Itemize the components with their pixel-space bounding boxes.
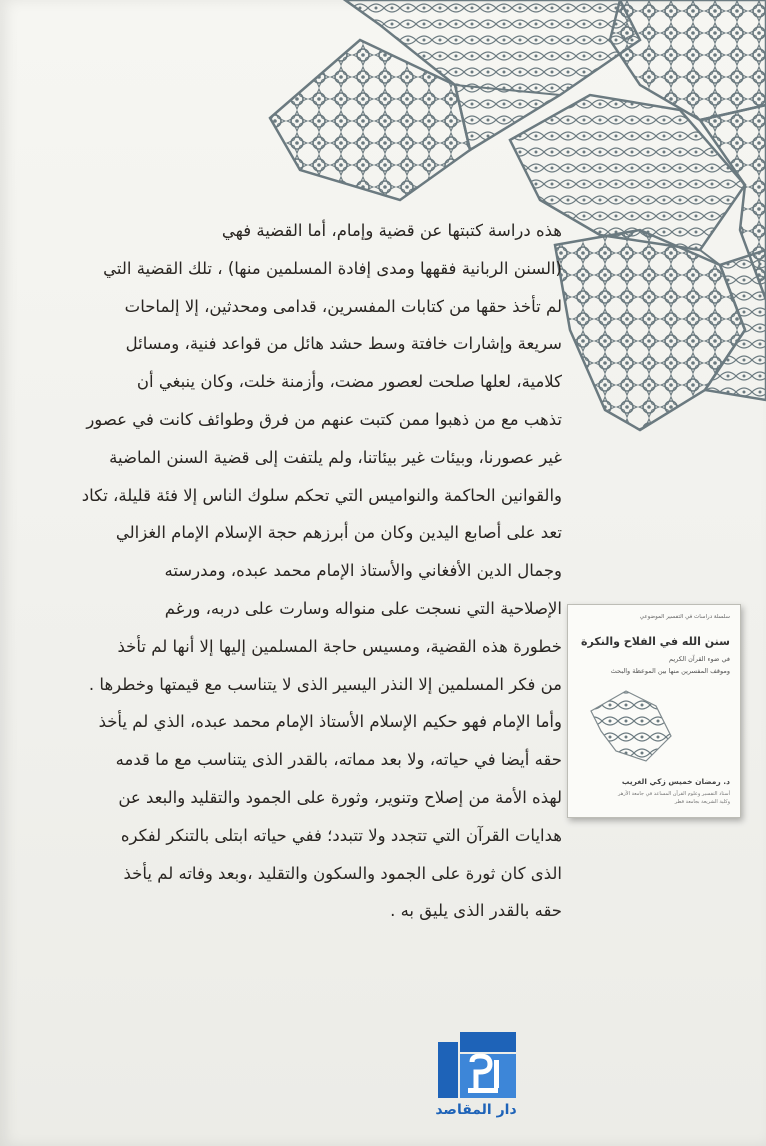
- blurb-line: تذهب مع من ذهبوا ممن كتبت عنهم من فرق وطوائف كانت في عصور: [86, 409, 562, 429]
- author-affiliation: أستاذ التفسير وعلوم القرآن المساعد في جامعة الأزهر: [617, 791, 730, 797]
- series-label: سلسلة دراسات في التفسير الموضوعي: [639, 614, 730, 620]
- blurb-line: الذى كان ثورة على الجمود والسكون والتقليد ،وبعد وفاته لم يأخذ: [123, 863, 562, 883]
- publisher-logo: [438, 1032, 516, 1098]
- front-cover-thumbnail: [567, 604, 741, 818]
- blurb-line: خطورة هذه القضية، ومسيس حاجة المسلمين إليها إلا أنها لم تأخذ: [117, 636, 562, 656]
- blurb-line: لم تأخذ حقها من كتابات المفسرين، قدامى ومحدثين، إلا إلماحات: [124, 296, 562, 316]
- blurb-line: حقه بالقدر الذى يليق به .: [390, 901, 562, 921]
- blurb-line: حقه أيضا في حياته، ولا بعد مماته، بالقدر الذى يتناسب مع ما قدمه: [115, 750, 562, 770]
- petal-lower: [555, 230, 745, 430]
- thumbnail-ornament: [586, 681, 676, 771]
- book-subtitle: في ضوء القرآن الكريم: [669, 655, 730, 663]
- back-cover-blurb: [10, 212, 562, 930]
- book-subtitle: وموقف المفسرين منها بين الموعظة والبحث: [610, 667, 730, 675]
- blurb-line: تعد على أصابع اليدين وكان من أبرزهم حجة الإسلام الإمام الغزالي: [115, 523, 562, 543]
- blurb-line: الإصلاحية التي نسجت على منواله وسارت على دربه، ورغم: [164, 598, 562, 618]
- blurb-line: سريعة وإشارات خافتة وسط حشد هائل من قواعد فنية، ومسائل: [125, 334, 562, 354]
- blurb-line: من فكر المسلمين إلا النذر اليسير الذى لا يتناسب مع قيمتها وخطرها .: [88, 674, 562, 694]
- author-affiliation: وكلية الشريعة بجامعة قطر: [674, 799, 730, 805]
- blurb-line: لهذه الأمة من إصلاح وتنوير، وثورة على الجمود والتقليد والبعد عن: [118, 787, 562, 807]
- blurb-line: وجمال الدين الأفغاني والأستاذ الإمام محمد عبده، ومدرسته: [164, 561, 562, 581]
- blurb-line: غير عصورنا، وبيئات غير بيئاتنا، ولم يلتفت إلى قضية السنن الماضية: [109, 447, 562, 467]
- blurb-line: هذه دراسة كتبتها عن قضية وإمام، أما القضية فهي: [221, 221, 562, 240]
- blurb-line: (السنن الربانية فقهها ومدى إفادة المسلمين منها) ، تلك القضية التي: [103, 258, 562, 278]
- publisher-name: دار المقاصد: [435, 1102, 517, 1118]
- blurb-line: وأما الإمام فهو حكيم الإسلام الأستاذ الإمام محمد عبده، الذي لم يأخذ: [98, 712, 562, 732]
- blurb-line: هدايات القرآن التي تتجدد ولا تتبدد؛ ففي حياته ابتلى بالتنكر لفكره: [120, 825, 562, 845]
- blurb-line: والقوانين الحاكمة والنواميس التي تحكم سلوك الناس إلا فئة قليلة، تكاد: [81, 485, 562, 505]
- book-title: سنن الله في الفلاح والنكرة: [581, 635, 730, 648]
- blurb-line: كلامية، لعلها صلحت لعصور مضت، وأزمنة خلت، وكان ينبغي أن: [136, 372, 562, 392]
- author-name: د. رمضان خميس زكي الغريب: [621, 777, 730, 786]
